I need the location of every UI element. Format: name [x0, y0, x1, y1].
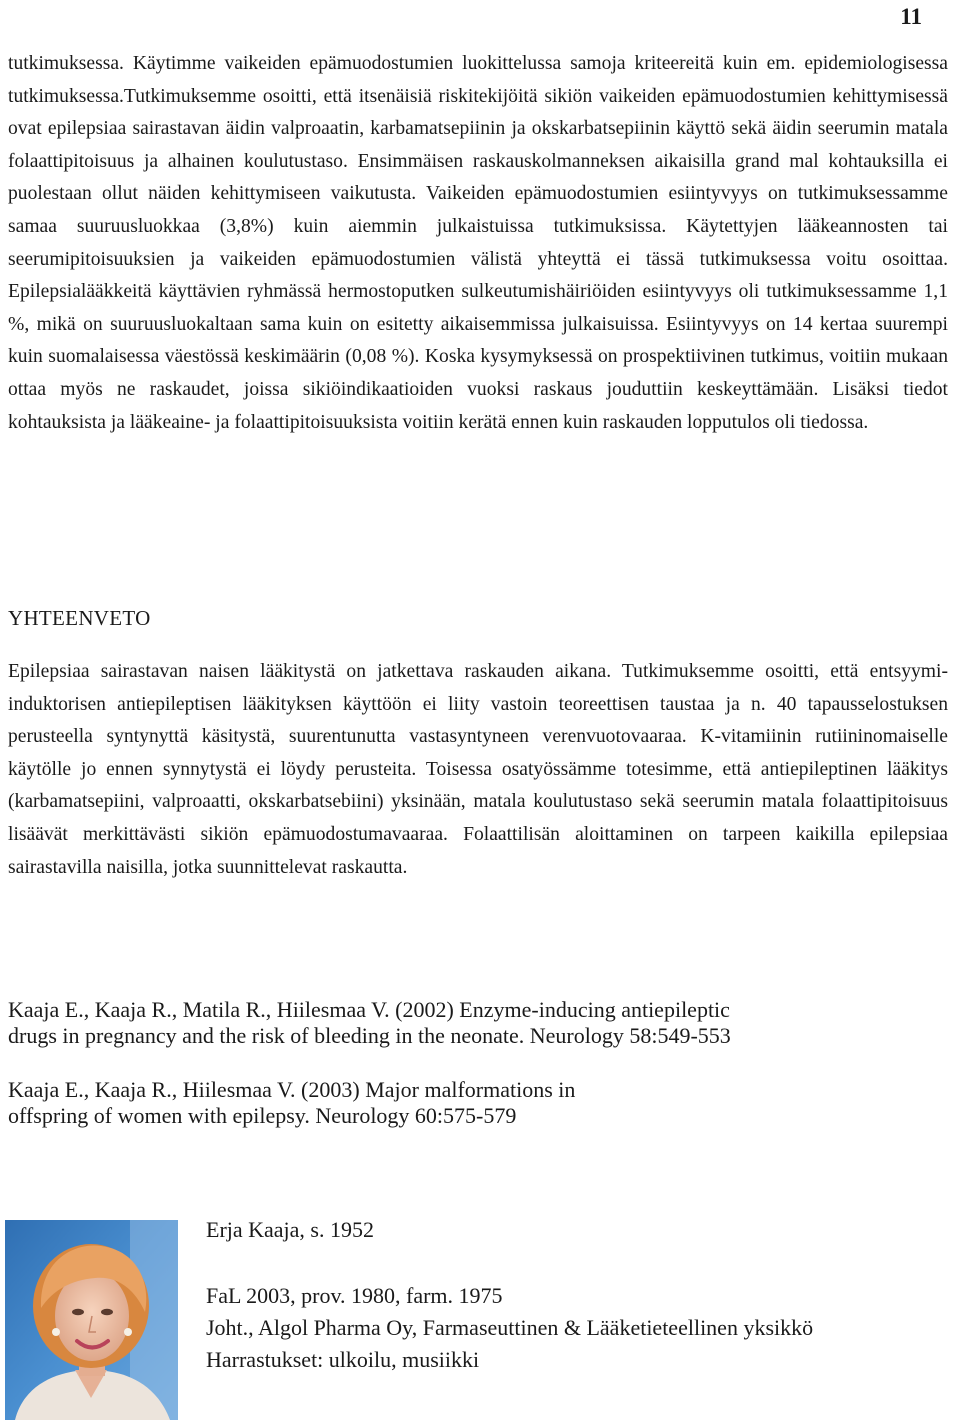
author-portrait-photo	[5, 1220, 178, 1420]
author-hobbies: Harrastukset: ulkoilu, musiikki	[206, 1347, 480, 1372]
body-paragraph-summary: Epilepsiaa sairastavan naisen lääkitystä on jatkettava raskauden aikana. Tutkimuksemme osoitti, että entsyymi-induktorisen antiepileptisen lääkityksen käyttöön ei liity vastoin teoreettisen taustaa ja n. 40 tapausselostuksen perusteella syntynyttä käsitystä, suurentunutta vastasyntyneen verenvuotovaaraa. K-vitamiinin rutiininomaiselle käytölle jo ennen synnytystä ei löydy perusteita. Toisessa osatyössämme totesimme, että antiepileptinen lääkitys (karbamatsepiini, valproaatti, okskarbatsebiini) yksinään, matala koulutustaso sekä seerumin matala folaattipitoisuus lisäävät merkittävästi sikiön epämuodostumavaaraa. Folaattilisän aloittaminen on tarpeen kaikilla epilepsiaa sairastavilla naisilla, jotka suunnittelevat raskautta.	[8, 661, 948, 878]
author-name: Erja Kaaja, s. 1952	[206, 1217, 374, 1242]
body-paragraph-results: tutkimuksessa. Käytimme vaikeiden epämuodostumien luokittelussa samoja kriteereitä kuin em. epidemiologisessa tutkimuksessa.Tutkimuksemme osoitti, että itsenäisiä riskitekijöitä sikiön vaikeiden epämuodostumien kehittymisessä ovat epilepsiaa sairastavan äidin valproaatin, karbamatsepiinin ja okskarbatsepiinin käyttö sekä äidin seerumin matala folaattipitoisuus ja alhainen koulutustaso. Ensimmäisen raskauskolmanneksen aikaisilla grand mal kohtauksilla ei puolestaan ollut näiden kehittymiseen vaikutusta. Vaikeiden epämuodostumien esiintyvyys on tutkimuksessamme samaa suuruusluokkaa (3,8%) kuin aiemmin julkaistuissa tutkimuksissa. Käytettyjen lääkeannosten tai seerumipitoisuuksien ja vaikeiden epämuodostumien välistä yhteyttä ei tässä tutkimuksessa voitu osoittaa. Epilepsialääkkeitä käyttävien ryhmässä hermostoputken sulkeutumishäiriöiden esiintyvyys oli tutkimuksessamme 1,1 %, mikä on suuruusluokaltaan sama kuin on esitetty aikaisemmissa julkaisuissa. Esiintyvyys on 14 kertaa suurempi kuin suomalaisessa väestössä keskimäärin (0,08 %). Koska kysymyksessä on prospektiivinen tutkimus, voitiin mukaan ottaa myös ne raskaudet, joissa sikiöindikaatioiden vuoksi raskaus jouduttiin keskeyttämään. Lisäksi tiedot kohtauksista ja lääkeaine- ja folaattipitoisuuksista voitiin kerätä ennen kuin raskauden lopputulos oli tiedossa.	[8, 53, 948, 433]
reference-1	[8, 997, 948, 1049]
section-heading-summary: YHTEENVETO	[8, 606, 151, 630]
author-portrait-image	[5, 1220, 178, 1420]
author-details	[206, 1280, 813, 1376]
author-position: Joht., Algol Pharma Oy, Farmaseuttinen & Lääketieteellinen yksikkö	[206, 1315, 814, 1340]
author-degrees: FaL 2003, prov. 1980, farm. 1975	[206, 1283, 503, 1308]
page-number: 11	[900, 4, 922, 29]
reference-2-line-1: Kaaja E., Kaaja R., Hiilesmaa V. (2003) Major malformations in	[8, 1077, 576, 1102]
reference-1-line-1: Kaaja E., Kaaja R., Matila R., Hiilesmaa V. (2002) Enzyme-inducing antiepileptic	[8, 997, 730, 1022]
reference-2	[8, 1077, 948, 1129]
reference-2-line-2: offspring of women with epilepsy. Neurology 60:575-579	[8, 1103, 517, 1128]
reference-1-line-2: drugs in pregnancy and the risk of bleeding in the neonate. Neurology 58:549-553	[8, 1023, 731, 1048]
